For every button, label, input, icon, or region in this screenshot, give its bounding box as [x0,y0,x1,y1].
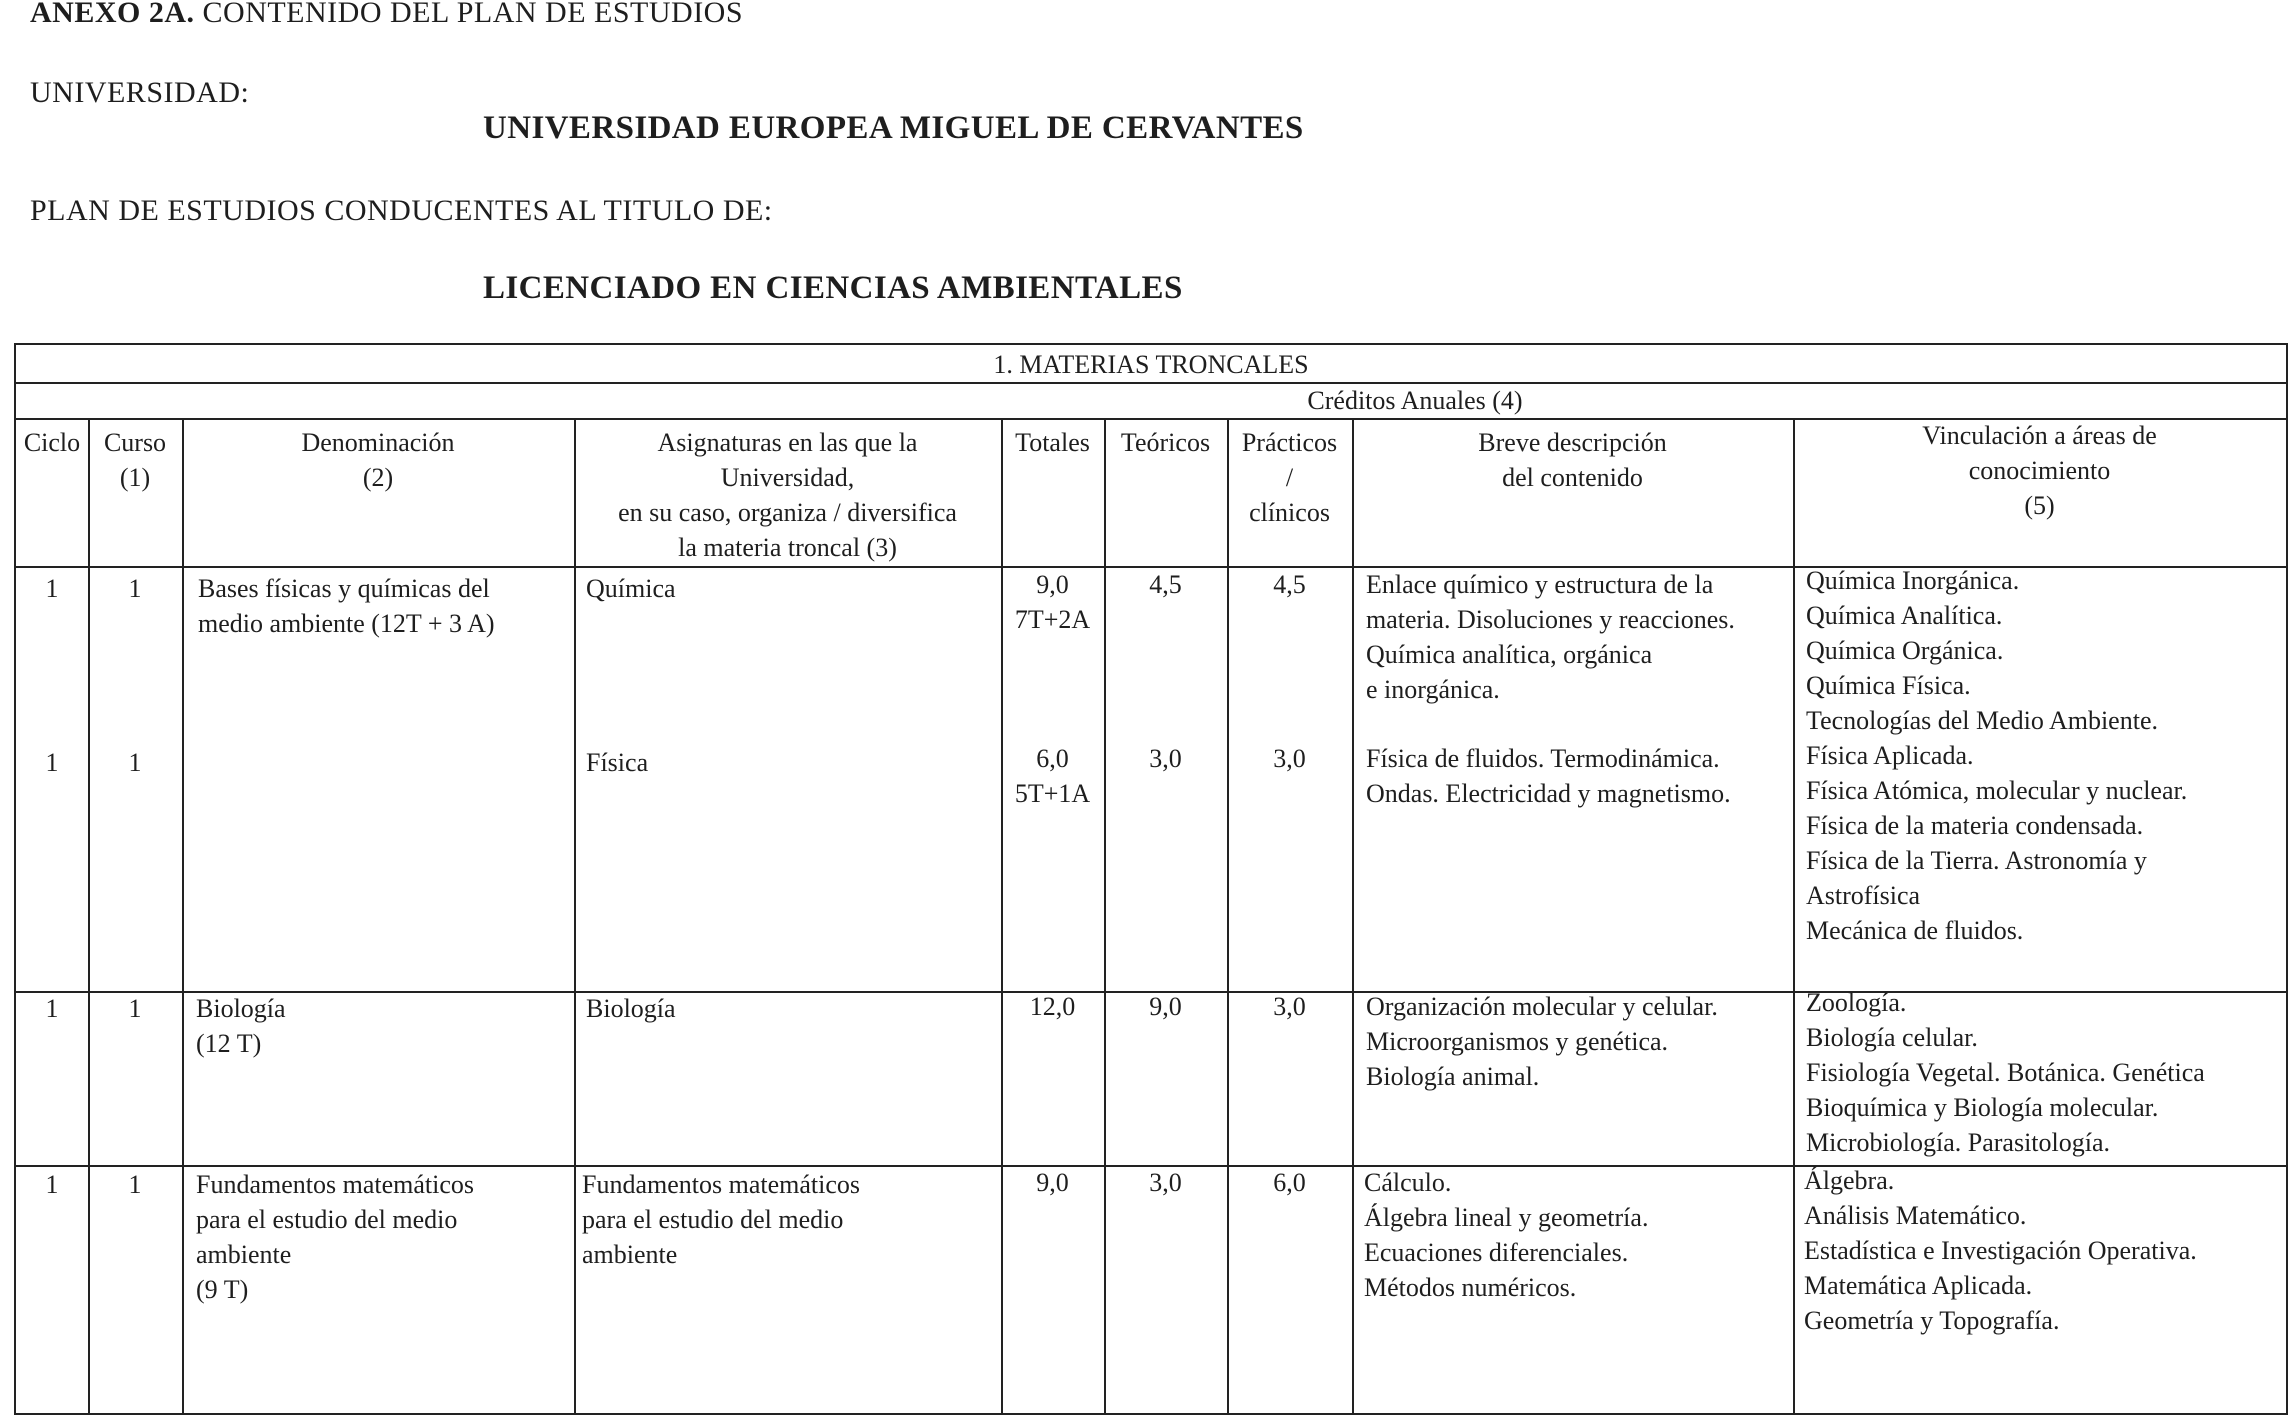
section-title: 1. MATERIAS TRONCALES [993,350,1309,379]
col-header-descripcion: Breve descripción del contenido [1478,428,1667,492]
cell-descripcion: Organización molecular y celular. Microorganismos y genética. Biología animal. [1366,992,1718,1091]
col-header-vinculacion: Vinculación a áreas de conocimiento (5) [1922,421,2157,520]
cell-practicos: 3,0 [1273,992,1306,1021]
cell-ciclo: 1 [45,994,59,1023]
col-header-asignaturas: Asignaturas en las que la Universidad, en su caso, organiza / diversifica la materia troncal (3) [618,428,957,562]
col-header-teoricos: Teóricos [1120,428,1211,457]
cell-descripcion: Enlace químico y estructura de la materia. Disoluciones y reacciones. Química analítica, orgánica e inorgánica. [1366,570,1735,704]
cell-ciclo: 1 [45,748,59,777]
cell-teoricos: 4,5 [1149,570,1182,599]
cell-practicos: 6,0 [1273,1168,1306,1197]
col-header-ciclo: Ciclo [23,428,81,457]
cell-denominacion: Bases físicas y químicas del medio ambiente (12T + 3 A) [198,574,495,638]
subjects-table [14,343,2288,1415]
cell-descripcion: Física de fluidos. Termodinámica. Ondas. Electricidad y magnetismo. [1366,744,1731,808]
cell-vinculacion: Química Inorgánica. Química Analítica. Química Orgánica. Química Física. Tecnologías del Medio Ambiente. [1806,566,2158,735]
annex-label: ANEXO 2A. [30,0,195,29]
cell-asignatura: Biología [586,994,676,1023]
col-divider [182,418,184,1415]
degree-title: LICENCIADO EN CIENCIAS AMBIENTALES [483,270,1183,306]
col-divider [88,418,90,1415]
credits-group-header: Créditos Anuales (4) [1307,386,1523,415]
cell-curso: 1 [128,994,142,1023]
cell-descripcion: Cálculo. Álgebra lineal y geometría. Ecuaciones diferenciales. Métodos numéricos. [1364,1168,1649,1302]
col-header-denominacion: Denominación (2) [301,428,455,492]
cell-teoricos: 3,0 [1149,744,1182,773]
col-divider [574,418,576,1415]
cell-vinculacion: Álgebra. Análisis Matemático. Estadística e Investigación Operativa. Matemática Aplicada. Geometría y Topografía. [1804,1166,2197,1335]
cell-denominacion: Biología (12 T) [196,994,286,1058]
cell-asignatura: Física [586,748,649,777]
cell-totales: 9,0 7T+2A [1014,570,1091,634]
cell-teoricos: 3,0 [1149,1168,1182,1197]
annex-text: CONTENIDO DEL PLAN DE ESTUDIOS [202,0,744,29]
cell-curso: 1 [128,1170,142,1199]
university-label: UNIVERSIDAD: [30,76,250,109]
cell-curso: 1 [128,574,142,603]
cell-teoricos: 9,0 [1149,992,1182,1021]
cell-vinculacion: Física Aplicada. Física Atómica, molecular y nuclear. Física de la materia condensada. Física de la Tierra. Astronomía y Astrofísica Mecánica de fluidos. [1806,741,2188,945]
cell-totales: 6,0 5T+1A [1014,744,1091,808]
plan-label: PLAN DE ESTUDIOS CONDUCENTES AL TITULO DE: [30,194,773,227]
cell-totales: 12,0 [1029,992,1076,1021]
cell-totales: 9,0 [1036,1168,1069,1197]
cell-asignatura: Fundamentos matemáticos para el estudio del medio ambiente [582,1170,861,1269]
cell-ciclo: 1 [45,1170,59,1199]
cell-practicos: 4,5 [1273,570,1306,599]
col-divider [1793,418,1795,1415]
col-header-totales: Totales [1015,428,1090,457]
cell-curso: 1 [128,748,142,777]
col-header-curso: Curso (1) [103,428,167,492]
cell-ciclo: 1 [45,574,59,603]
col-divider [1352,418,1354,1415]
cell-vinculacion: Zoología. Biología celular. Fisiología Vegetal. Botánica. Genética Bioquímica y Biología molecular. Microbiología. Parasitología. [1806,988,2205,1157]
cell-practicos: 3,0 [1273,744,1306,773]
cell-denominacion: Fundamentos matemáticos para el estudio del medio ambiente (9 T) [196,1170,475,1304]
university-name: UNIVERSIDAD EUROPEA MIGUEL DE CERVANTES [483,110,1304,146]
col-header-practicos: Prácticos / clínicos [1241,428,1338,527]
annex-heading [30,0,743,30]
cell-asignatura: Química [586,574,676,603]
